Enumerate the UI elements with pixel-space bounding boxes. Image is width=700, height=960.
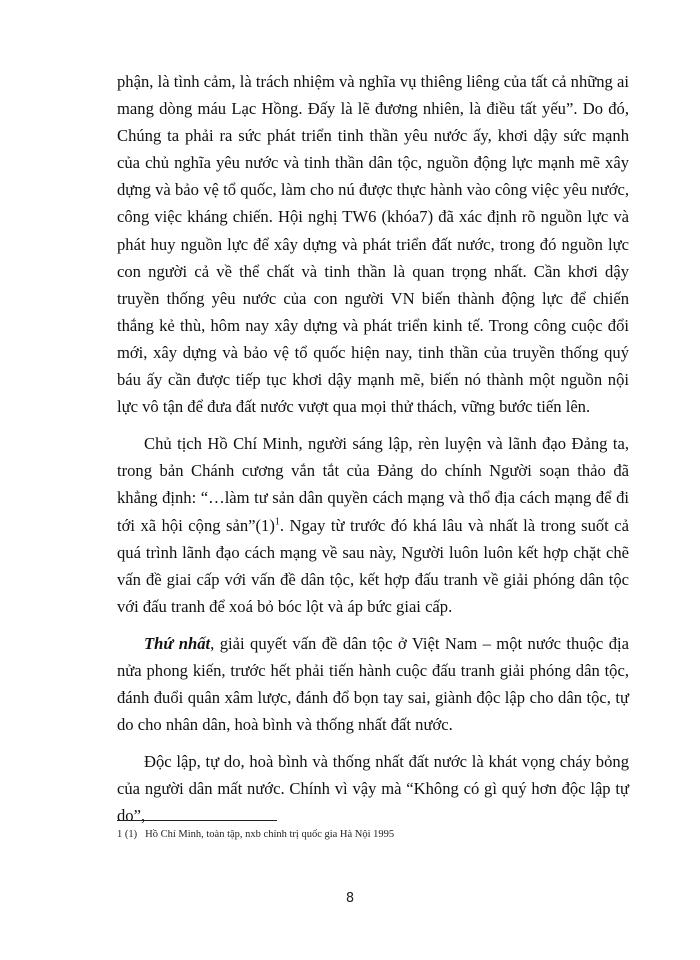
paragraph-first-point	[117, 630, 629, 738]
footnote-reference[interactable]: 1	[274, 515, 280, 527]
footnote-mark: 1 (1)	[117, 829, 138, 840]
paragraph-text: phận, là tình cảm, là trách nhiệm và nghĩa vụ thiêng liêng của tất cả những ai mang dòng máu Lạc Hồng. Đấy là lẽ đương nhiên, là điều tất yếu”. Do đó, Chúng ta phải ra sức phát triển tinh thần yêu nước ấy, khơi dậy sức mạnh của chủ nghĩa yêu nước và tinh thần dân tộc, nguồn động lực mạnh mẽ xây dựng và bảo vệ tổ quốc, làm cho nú được thực hành vào công việc yêu nước, công việc kháng chiến. Hội nghị TW6 (khóa7) đã xác định rõ nguồn lực và phát huy nguồn lực để xây dựng và phát triển đất nước, trong đó nguồn lực con người cả về thể chất và tinh thần là quan trọng nhất. Cần khơi dậy truyền thống yêu nước của con người VN biến thành động lực để chiến thắng kẻ thù, hôm nay xây dựng và phát triển kinh tế. Trong công cuộc đổi mới, xây dựng và bảo vệ tổ quốc hiện nay, tinh thần của truyền thống quý báu ấy cần được tiếp tục khơi dậy mạnh mẽ, biến nó thành một nguồn nội lực vô tận để đưa đất nước vượt qua mọi thử thách, vững bước tiến lên.	[117, 72, 629, 417]
footnote-text: Hồ Chí Minh, toàn tập, nxb chính trị quốc gia Hà Nội 1995	[145, 829, 395, 840]
paragraph-independence	[117, 748, 629, 829]
body-text	[117, 68, 629, 840]
paragraph-text: . Ngay từ trước đó khá lâu và nhất là trong suốt cả quá trình lãnh đạo cách mạng về sau này, Người luôn luôn kết hợp chặt chẽ vấn đề giai cấp với vấn đề dân tộc, kết hợp đấu tranh về giải phóng dân tộc với đấu tranh để xoá bỏ bóc lột và áp bức giai cấp.	[117, 515, 629, 616]
paragraph-lead-term: Thứ nhất	[144, 633, 211, 653]
footnote	[117, 828, 637, 842]
paragraph-continuation	[117, 68, 629, 420]
paragraph-text: , giải quyết vấn đề dân tộc ở Việt Nam – một nước thuộc địa nửa phong kiến, trước hết phải tiến hành cuộc đấu tranh giải phóng dân tộc, đánh đuổi quân xâm lược, đánh đổ bọn tay sai, giành độc lập cho dân tộc, tự do cho nhân dân, hoà bình và thống nhất đất nước.	[117, 633, 630, 735]
paragraph-text: Chủ tịch Hồ Chí Minh, người sáng lập, rèn luyện và lãnh đạo Đảng ta, trong bản Chánh cương vắn tắt của Đảng do chính Người soạn thảo đã khẳng định: “…làm tư sản dân quyền cách mạng và thổ địa cách mạng để đi tới xã hội cộng sản”(1)	[117, 434, 629, 535]
paragraph-ho-chi-minh	[117, 430, 629, 620]
page-number: 8	[345, 891, 355, 906]
footnote-divider	[117, 820, 277, 821]
paragraph-text: Độc lập, tự do, hoà bình và thống nhất đất nước là khát vọng cháy bỏng của người dân mất nước. Chính vì vậy mà “Không có gì quý hơn độc lập tự do”,	[117, 752, 629, 826]
